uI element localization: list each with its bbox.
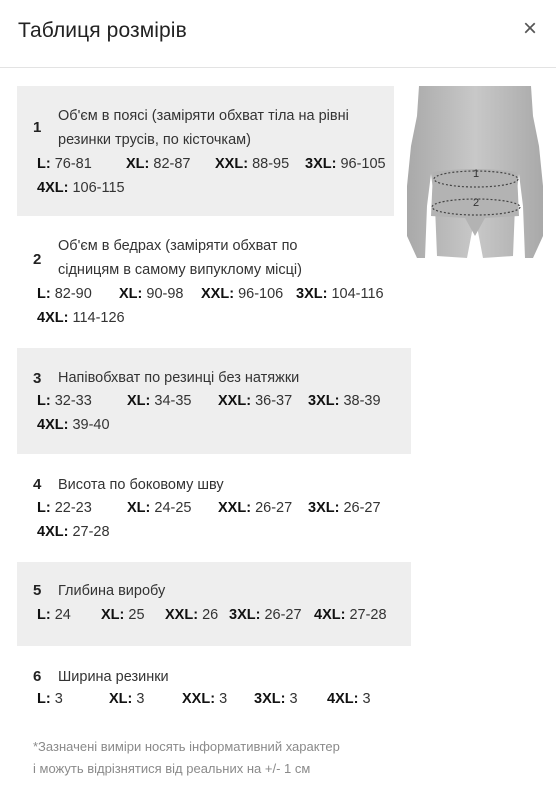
size-3XL: 3XL: 104-116 bbox=[296, 286, 384, 302]
footnote-line: *Зазначені виміри носять інформативний характер bbox=[33, 739, 340, 754]
size-3XL: 3XL: 26-27 bbox=[308, 500, 381, 516]
figure-label-2: 2 bbox=[473, 197, 480, 209]
size-XL: XL: 24-25 bbox=[127, 500, 192, 516]
size-3XL: 3XL: 38-39 bbox=[308, 393, 381, 409]
size-XXL: XXL: 26 bbox=[165, 607, 219, 623]
size-L: L: 82-90 bbox=[37, 286, 92, 302]
size-L: L: 24 bbox=[37, 607, 71, 623]
row-description-line: Напівобхват по резинці без натяжки bbox=[58, 370, 300, 386]
size-XL: XL: 90-98 bbox=[119, 286, 184, 302]
figure-label-1: 1 bbox=[473, 168, 480, 180]
size-row-5 bbox=[17, 562, 411, 646]
size-XL: XL: 3 bbox=[109, 691, 145, 707]
row-description bbox=[58, 665, 169, 689]
size-L: L: 3 bbox=[37, 691, 63, 707]
row-number: 6 bbox=[33, 668, 42, 685]
row-description-line: резинки трусів, по кісточкам) bbox=[58, 132, 251, 148]
size-XXL: XXL: 36-37 bbox=[218, 393, 293, 409]
size-4XL: 4XL: 114-126 bbox=[37, 310, 125, 326]
size-XL: XL: 82-87 bbox=[126, 156, 191, 172]
size-L: L: 22-23 bbox=[37, 500, 92, 516]
size-XL: XL: 25 bbox=[101, 607, 145, 623]
size-row-2 bbox=[17, 218, 394, 346]
size-XL: XL: 34-35 bbox=[127, 393, 192, 409]
row-description-line: Об'єм в бедрах (заміряти обхват по bbox=[58, 238, 298, 254]
row-description-line: Висота по боковому шву bbox=[58, 477, 224, 493]
row-description bbox=[58, 366, 299, 390]
footnote bbox=[33, 736, 413, 780]
row-description bbox=[58, 104, 349, 152]
size-row-1 bbox=[17, 86, 394, 216]
size-4XL: 4XL: 27-28 bbox=[37, 524, 110, 540]
size-4XL: 4XL: 106-115 bbox=[37, 180, 125, 196]
footnote-line: і можуть відрізнятися від реальних на +/- 1 см bbox=[33, 761, 311, 776]
row-number: 2 bbox=[33, 251, 42, 268]
row-description-line: Глибина виробу bbox=[58, 583, 166, 599]
size-4XL: 4XL: 3 bbox=[327, 691, 371, 707]
size-XXL: XXL: 88-95 bbox=[215, 156, 290, 172]
modal-header bbox=[0, 0, 556, 68]
size-3XL: 3XL: 26-27 bbox=[229, 607, 302, 623]
size-XXL: XXL: 3 bbox=[182, 691, 228, 707]
row-description bbox=[58, 473, 224, 497]
size-3XL: 3XL: 96-105 bbox=[305, 156, 386, 172]
row-number: 4 bbox=[33, 476, 42, 493]
size-L: L: 76-81 bbox=[37, 156, 92, 172]
close-icon[interactable]: × bbox=[522, 15, 537, 42]
size-row-6 bbox=[17, 648, 411, 728]
row-description-line: Ширина резинки bbox=[58, 669, 169, 685]
size-4XL: 4XL: 39-40 bbox=[37, 417, 110, 433]
row-number: 3 bbox=[33, 370, 42, 387]
modal-title: Таблиця розмірів bbox=[18, 19, 187, 42]
size-row-4 bbox=[17, 456, 411, 560]
size-XXL: XXL: 96-106 bbox=[201, 286, 284, 302]
size-XXL: XXL: 26-27 bbox=[218, 500, 293, 516]
row-number: 1 bbox=[33, 119, 42, 136]
size-3XL: 3XL: 3 bbox=[254, 691, 298, 707]
size-4XL: 4XL: 27-28 bbox=[314, 607, 387, 623]
row-number: 5 bbox=[33, 582, 42, 599]
size-row-3 bbox=[17, 348, 411, 454]
row-description-line: Об'єм в поясі (заміряти обхват тіла на рівні bbox=[58, 108, 349, 124]
row-description bbox=[58, 579, 165, 603]
size-L: L: 32-33 bbox=[37, 393, 92, 409]
row-description bbox=[58, 234, 302, 282]
body-figure-image bbox=[405, 86, 545, 262]
row-description-line: сідницям в самому випуклому місці) bbox=[58, 262, 302, 278]
